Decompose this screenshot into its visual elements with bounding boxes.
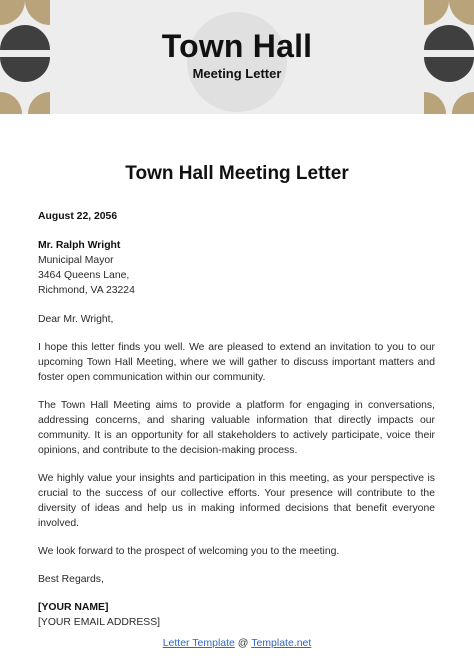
- signature-block: [38, 600, 435, 630]
- sender-email: [YOUR EMAIL ADDRESS]: [38, 617, 161, 628]
- body-paragraph-4: We look forward to the prospect of welcoming you to the meeting.: [38, 546, 340, 557]
- salutation: Dear Mr. Wright,: [38, 314, 114, 325]
- letter-body: [38, 209, 435, 630]
- body-paragraph-1: I hope this letter finds you well. We are pleased to extend an invitation to you to our upcoming Town Hall Meeting, where we will gather to discuss important matters and foster open communication within our community.: [38, 342, 435, 383]
- body-paragraph-3: We highly value your insights and participation in this meeting, as your perspective is crucial to the success of our collective efforts. Your presence will contribute to the diversity of ideas and help us in making informed decisions that benefit everyone involved.: [38, 473, 435, 529]
- letter-date: August 22, 2056: [38, 211, 118, 222]
- recipient-city: Richmond, VA 23224: [38, 285, 135, 296]
- recipient-block: [38, 238, 435, 298]
- recipient-position: Municipal Mayor: [38, 255, 114, 266]
- body-paragraph-2: The Town Hall Meeting aims to provide a platform for engaging in conversations, addressing concerns, and sharing valuable information that directly impacts our community. It is an opportunity for all stakeholders to actively participate, voice their opinions, and contribute to the decision-making process.: [38, 400, 435, 456]
- recipient-street: 3464 Queens Lane,: [38, 270, 130, 281]
- template-net-link[interactable]: Template.net: [251, 637, 312, 649]
- letterhead: [0, 0, 474, 114]
- document-title: Town Hall Meeting Letter: [125, 163, 349, 184]
- footer-separator: @: [234, 637, 252, 649]
- sender-name: [YOUR NAME]: [38, 602, 109, 613]
- header-title: Town Hall: [161, 28, 313, 64]
- footer: [0, 637, 474, 649]
- letter-template-link[interactable]: Letter Template: [162, 637, 235, 649]
- header-subtitle: Meeting Letter: [192, 66, 282, 81]
- geometric-pattern-right: [424, 0, 474, 114]
- recipient-name: Mr. Ralph Wright: [38, 240, 121, 251]
- closing: Best Regards,: [38, 574, 104, 585]
